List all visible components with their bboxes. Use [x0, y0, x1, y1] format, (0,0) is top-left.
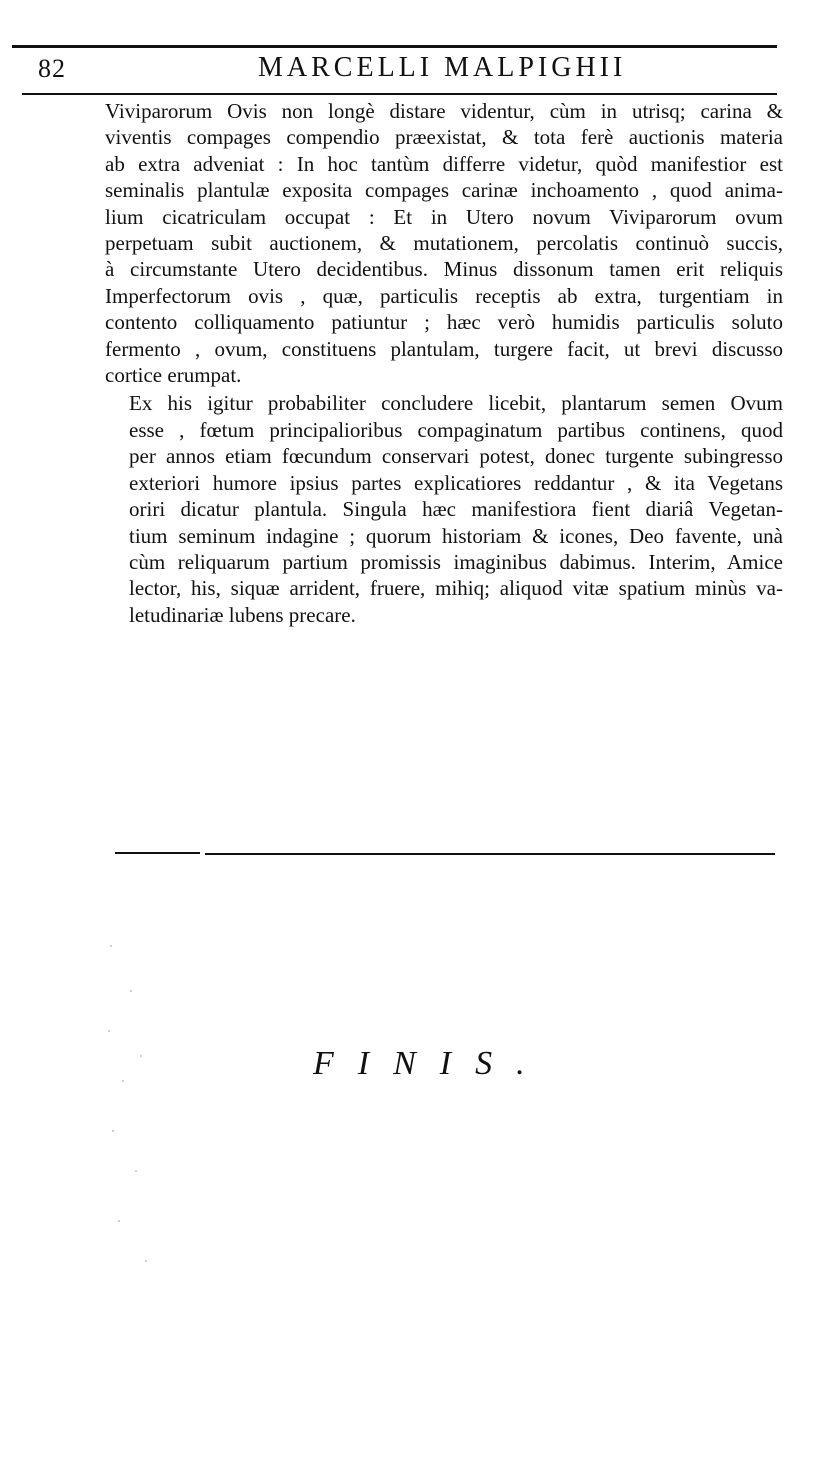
text-line: contento colliquamento patiuntur ; hæc verò humidis particulis soluto: [105, 310, 783, 335]
text-line: per annos etiam fœcundum conservari potest, donec turgente subingresso: [129, 444, 783, 469]
text-line: letudinariæ lubens precare.: [129, 602, 356, 627]
text-line: ab extra adveniat : In hoc tantùm differre videtur, quòd manifestior est: [105, 151, 783, 176]
end-rule-short: [115, 852, 200, 854]
text-line: seminalis plantulæ exposita compages carinæ inchoamento , quod anima-: [105, 178, 783, 203]
text-line: à circumstante Utero decidentibus. Minus dissonum tamen erit reliquis: [105, 257, 783, 282]
end-rule-long: [205, 853, 775, 855]
text-line: Viviparorum Ovis non longè distare videntur, cùm in utrisq; carina &: [105, 99, 783, 123]
header-rule-top: [12, 45, 777, 48]
bleed-through-marks: [100, 930, 250, 1310]
text-line: Ex his igitur probabiliter concludere licebit, plantarum semen Ovum: [129, 391, 783, 416]
running-title: MARCELLI MALPIGHII: [258, 52, 627, 83]
paragraph-2: [105, 390, 783, 628]
text-line: cùm reliquarum partium promissis imaginibus dabimus. Interim, Amice: [129, 549, 783, 574]
text-line: Imperfectorum ovis , quæ, particulis receptis ab extra, turgentiam in: [105, 283, 783, 308]
text-line: exteriori humore ipsius partes explicatiores reddantur , & ita Vegetans: [129, 470, 783, 495]
text-line: perpetuam subit auctionem, & mutationem, percolatis continuò succis,: [105, 231, 783, 256]
header-rule-bottom: [22, 93, 777, 95]
finis-colophon: FINIS.: [313, 1045, 549, 1082]
paragraph-1: [105, 98, 783, 388]
page-number: 82: [38, 54, 66, 83]
text-line: lector, his, siquæ arrident, fruere, mihiq; aliquod vitæ spatium minùs va-: [129, 576, 783, 601]
text-line: lium cicatriculam occupat : Et in Utero novum Viviparorum ovum: [105, 204, 783, 229]
text-line: tium seminum indagine ; quorum historiam & icones, Deo favente, unà: [129, 523, 783, 548]
text-line: fermento , ovum, constituens plantulam, turgere facit, ut brevi discusso: [105, 336, 783, 361]
text-line: cortice erumpat.: [105, 363, 242, 388]
text-line: esse , fœtum principalioribus compaginatum partibus continens, quod: [129, 417, 783, 442]
body-text: [105, 98, 783, 628]
text-line: oriri dicatur plantula. Singula hæc manifestiora fient diariâ Vegetan-: [129, 497, 783, 522]
text-line: viventis compages compendio præexistat, & tota ferè auctionis materia: [105, 125, 783, 150]
